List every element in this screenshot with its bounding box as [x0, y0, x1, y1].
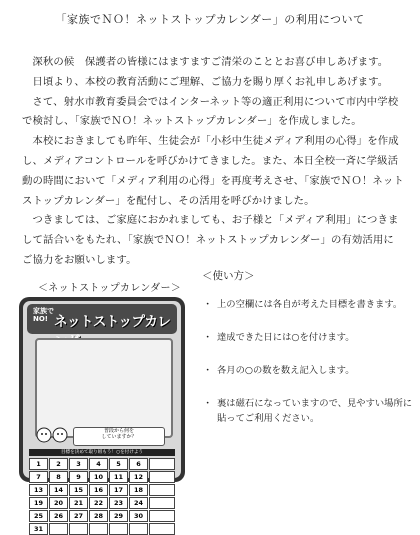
- usage-item: [203, 297, 413, 312]
- calendar-speech-note: 普段から何を していますか？: [73, 427, 165, 446]
- calendar-day-cell: 24: [129, 497, 148, 509]
- calendar-memo-cell: [149, 484, 175, 496]
- calendar-day-cell: 13: [29, 484, 48, 496]
- paragraph: 本校におきましても昨年、生徒会が「小杉中生徒メディア利用の心得」を作成し、メディアコントロールを呼びかけてきました。また、本日全校一斉に学級活動の時間において「メディア利用の心得」を再度考えさせ、「家族でＮＯ！ネットストップカレンダー」を配付し、その活用を呼びかけました。: [22, 135, 404, 207]
- calendar-day-cell: [109, 523, 128, 535]
- calendar-day-cell: 4: [89, 458, 108, 470]
- calendar-day-cell: 2: [49, 458, 68, 470]
- calendar-memo-cell: [149, 471, 175, 483]
- calendar-day-cell: 18: [129, 484, 148, 496]
- paragraph: 深秋の候 保護者の皆様にはますますご清栄のこととお喜び申しあげます。: [32, 56, 389, 68]
- calendar-day-cell: 21: [69, 497, 88, 509]
- calendar-day-cell: 25: [29, 510, 48, 522]
- calendar-day-cell: 10: [89, 471, 108, 483]
- calendar-day-cell: 3: [69, 458, 88, 470]
- calendar-memo-cell: [149, 510, 175, 522]
- calendar-day-cell: 29: [109, 510, 128, 522]
- calendar-day-cell: 19: [29, 497, 48, 509]
- calendar-day-cell: 22: [89, 497, 108, 509]
- calendar-day-cell: 27: [69, 510, 88, 522]
- calendar-section-label: ＜ネットストップカレンダー＞: [38, 283, 182, 294]
- usage-text: 各月の○の数を数え記入します。: [217, 365, 355, 376]
- calendar-day-cell: 20: [49, 497, 68, 509]
- calendar-memo-cell: [149, 497, 175, 509]
- paragraph: さて、射水市教育委員会ではインターネット等の適正利用について市内中学校で検討し、「家族でＮＯ！ネットストップカレンダー」を作成しました。: [22, 95, 399, 128]
- body-text: [22, 53, 404, 271]
- calendar-day-cell: 1: [29, 458, 48, 470]
- usage-text: 裏は磁石になっていますので、見やすい場所に貼ってご利用ください。: [217, 398, 413, 424]
- calendar-day-cell: 15: [69, 484, 88, 496]
- calendar-day-cell: 11: [109, 471, 128, 483]
- calendar-day-cell: [69, 523, 88, 535]
- calendar-day-cell: 30: [129, 510, 148, 522]
- usage-bullet: ・: [203, 332, 213, 343]
- usage-title: ＜使い方＞: [202, 270, 255, 282]
- calendar-illustration: [19, 297, 185, 533]
- calendar-goal-box: [35, 338, 173, 438]
- calendar-day-cell: 31: [29, 523, 48, 535]
- paragraph: つきましては、ご家庭におかれましても、お子様と「メディア利用」につきまして話合いをもたれ、「家族でＮＯ！ネットストップカレンダー」の有効活用にご協力をお願いします。: [22, 214, 399, 266]
- calendar-day-cell: 28: [89, 510, 108, 522]
- calendar-day-cell: 5: [109, 458, 128, 470]
- calendar-day-cell: 14: [49, 484, 68, 496]
- calendar-day-cell: 7: [29, 471, 48, 483]
- calendar-day-cell: [49, 523, 68, 535]
- calendar-body: [23, 301, 181, 533]
- calendar-day-cell: [89, 523, 108, 535]
- calendar-day-cell: 9: [69, 471, 88, 483]
- paragraph: 日頃より、本校の教育活動にご理解、ご協力を賜り厚くお礼申しあげます。: [32, 75, 389, 88]
- calendar-day-cell: 16: [89, 484, 108, 496]
- calendar-day-cell: 6: [129, 458, 148, 470]
- usage-text: 達成できた日には○を付けます。: [217, 332, 355, 343]
- calendar-memo-cell: [149, 458, 175, 470]
- calendar-header-small: 家族で NO!: [33, 307, 54, 323]
- usage-bullet: ・: [203, 299, 213, 310]
- calendar-day-grid: [29, 458, 175, 535]
- calendar-day-cell: [129, 523, 148, 535]
- usage-text: 上の空欄には各自が考えた目標を書きます。: [217, 299, 403, 310]
- calendar-instruction-strip: 目標を決めて取り組もう！○を付けよう: [29, 449, 175, 456]
- usage-item: [203, 396, 413, 426]
- calendar-day-cell: 8: [49, 471, 68, 483]
- calendar-day-cell: 26: [49, 510, 68, 522]
- mascot-icon: [35, 425, 71, 445]
- calendar-day-cell: 17: [109, 484, 128, 496]
- usage-item: [203, 363, 413, 378]
- usage-bullet: ・: [203, 398, 213, 409]
- calendar-header: [27, 304, 177, 334]
- calendar-header-title: ネットストップカレ: [54, 314, 171, 330]
- calendar-day-cell: 23: [109, 497, 128, 509]
- calendar-memo-cell: [149, 523, 175, 535]
- usage-item: [203, 330, 413, 345]
- usage-bullet: ・: [203, 365, 213, 376]
- calendar-day-cell: 12: [129, 471, 148, 483]
- document-title: 「家族でＮＯ！ネットストップカレンダー」の利用について: [55, 13, 365, 26]
